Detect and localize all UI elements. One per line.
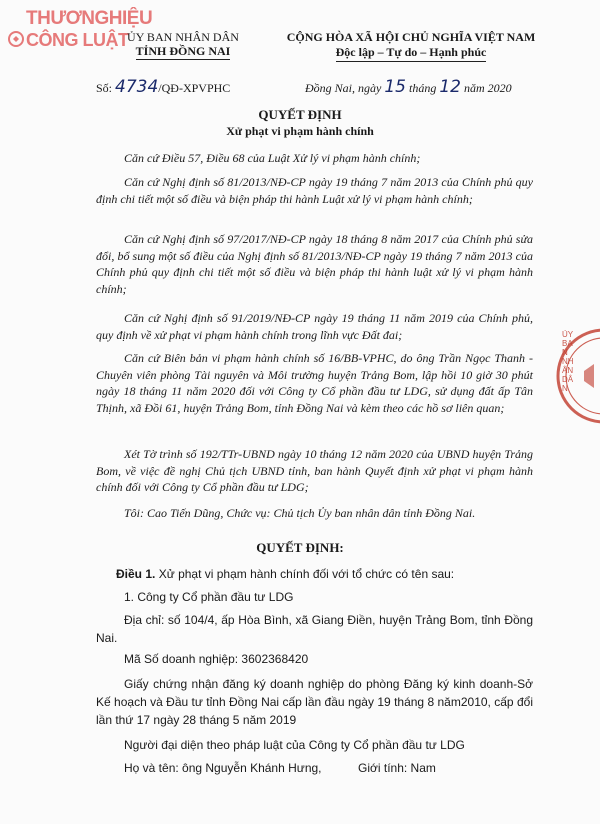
preamble-paragraph: Xét Tờ trình số 192/TTr-UBND ngày 10 tháng 12 năm 2020 của UBND huyện Trảng Bom, về việc đề nghị Chủ tịch UBND tỉnh, ban hành Quyết định xử phạt vi phạm hành chính đối với Công ty Cổ phần đầu tư LDG;	[96, 447, 533, 494]
registration-certificate: Giấy chứng nhận đăng ký doanh nghiệp do phòng Đăng ký kinh doanh-Sở Kế hoạch và Đầu tư tỉnh Đồng Nai cấp lần đầu ngày 19 tháng 8 năm2010, cấp đổi lần thứ 17 ngày 28 tháng 5 năm 2019	[96, 677, 533, 727]
org-address: Địa chỉ: số 104/4, ấp Hòa Bình, xã Giang Điền, huyện Trảng Bom, tỉnh Đồng Nai.	[96, 613, 533, 645]
legal-representative: Người đại diện theo pháp luật của Công ty Cổ phần đầu tư LDG	[124, 738, 465, 752]
preamble-paragraph: Căn cứ Biên bản vi phạm hành chính số 16/BB-VPHC, do ông Trần Ngọc Thanh - Chuyên viên phòng Tài nguyên và Môi trường huyện Trảng Bom, lập hồi 10 giờ 30 phút ngày 18 tháng 11 năm 2020 đối với Công ty Cổ phần đầu tư LDG, sử dụng đất ấp Tân Thịnh, xã Đồi 61, huyện Trảng Bom, tỉnh Đồng Nai và kèm theo các hồ sơ liên quan;	[96, 351, 533, 415]
official-seal-icon	[554, 316, 600, 436]
national-header	[266, 30, 556, 62]
preamble-paragraph: Căn cứ Nghị định số 97/2017/NĐ-CP ngày 18 tháng 8 năm 2017 của Chính phủ sửa đổi, bổ sung một số điều của Nghị định số 81/2013/NĐ-CP ngày 19 tháng 7 năm 2013 của Chính phủ quy định chi tiết một số điều và biện pháp thi hành luật xử lý vi phạm hành chính;	[96, 232, 533, 296]
watermark-logo-icon	[8, 31, 24, 47]
handwritten-number: 4734	[115, 77, 159, 97]
decision-heading: QUYẾT ĐỊNH:	[256, 540, 344, 555]
handwritten-day: 15	[384, 77, 406, 97]
preamble-paragraph: Căn cứ Điều 57, Điều 68 của Luật Xử lý vi phạm hành chính;	[124, 151, 421, 165]
reference-number: Số: 4734/QĐ-XPVPHC	[96, 77, 231, 97]
seal-text: ỦY BAN NHÂN DÂN	[562, 330, 574, 393]
article-text: Xử phạt vi phạm hành chính đối với tổ chức có tên sau:	[155, 567, 455, 581]
watermark-line2: CÔNG LUẬT	[26, 30, 129, 50]
watermark-line1: THƯƠNGHIỆU	[26, 8, 153, 29]
document-title: QUYẾT ĐỊNH	[258, 107, 342, 122]
representative-gender: Giới tính: Nam	[358, 761, 436, 775]
national-motto: Độc lập – Tự do – Hạnh phúc	[336, 45, 487, 62]
preamble-paragraph: Căn cứ Nghị định số 81/2013/NĐ-CP ngày 19 tháng 7 năm 2013 của Chính phủ quy định chi tiết một số điều và biện pháp thi hành Luật xử lý vi phạm hành chính;	[96, 175, 533, 206]
org-name: 1. Công ty Cổ phần đầu tư LDG	[124, 590, 294, 604]
representative-name: Họ và tên: ông Nguyễn Khánh Hưng,	[124, 761, 322, 775]
handwritten-month: 12	[439, 77, 461, 97]
date-line: Đồng Nai, ngày 15 tháng 12 năm 2020	[305, 77, 512, 97]
preamble-paragraph: Tôi: Cao Tiến Dũng, Chức vụ: Chủ tịch Ủy ban nhân dân tỉnh Đồng Nai.	[124, 506, 476, 520]
agency-header	[100, 30, 266, 60]
tax-code: Mã Số doanh nghiệp: 3602368420	[124, 652, 309, 666]
document-subtitle: Xử phạt vi phạm hành chính	[226, 124, 374, 138]
preamble-paragraph: Căn cứ Nghị định số 91/2019/NĐ-CP ngày 19 tháng 11 năm 2019 của Chính phủ, quy định về xử phạt vi phạm hành chính trong lĩnh vực Đất đai;	[96, 311, 533, 342]
republic-title: CỘNG HÒA XÃ HỘI CHỦ NGHĨA VIỆT NAM	[286, 30, 536, 44]
agency-line2: TỈNH ĐỒNG NAI	[135, 44, 231, 58]
article-label: Điều 1.	[116, 567, 156, 581]
article-1-heading	[96, 565, 533, 583]
representative-info	[96, 759, 533, 777]
agency-line1: ỦY BAN NHÂN DÂN	[127, 30, 239, 44]
